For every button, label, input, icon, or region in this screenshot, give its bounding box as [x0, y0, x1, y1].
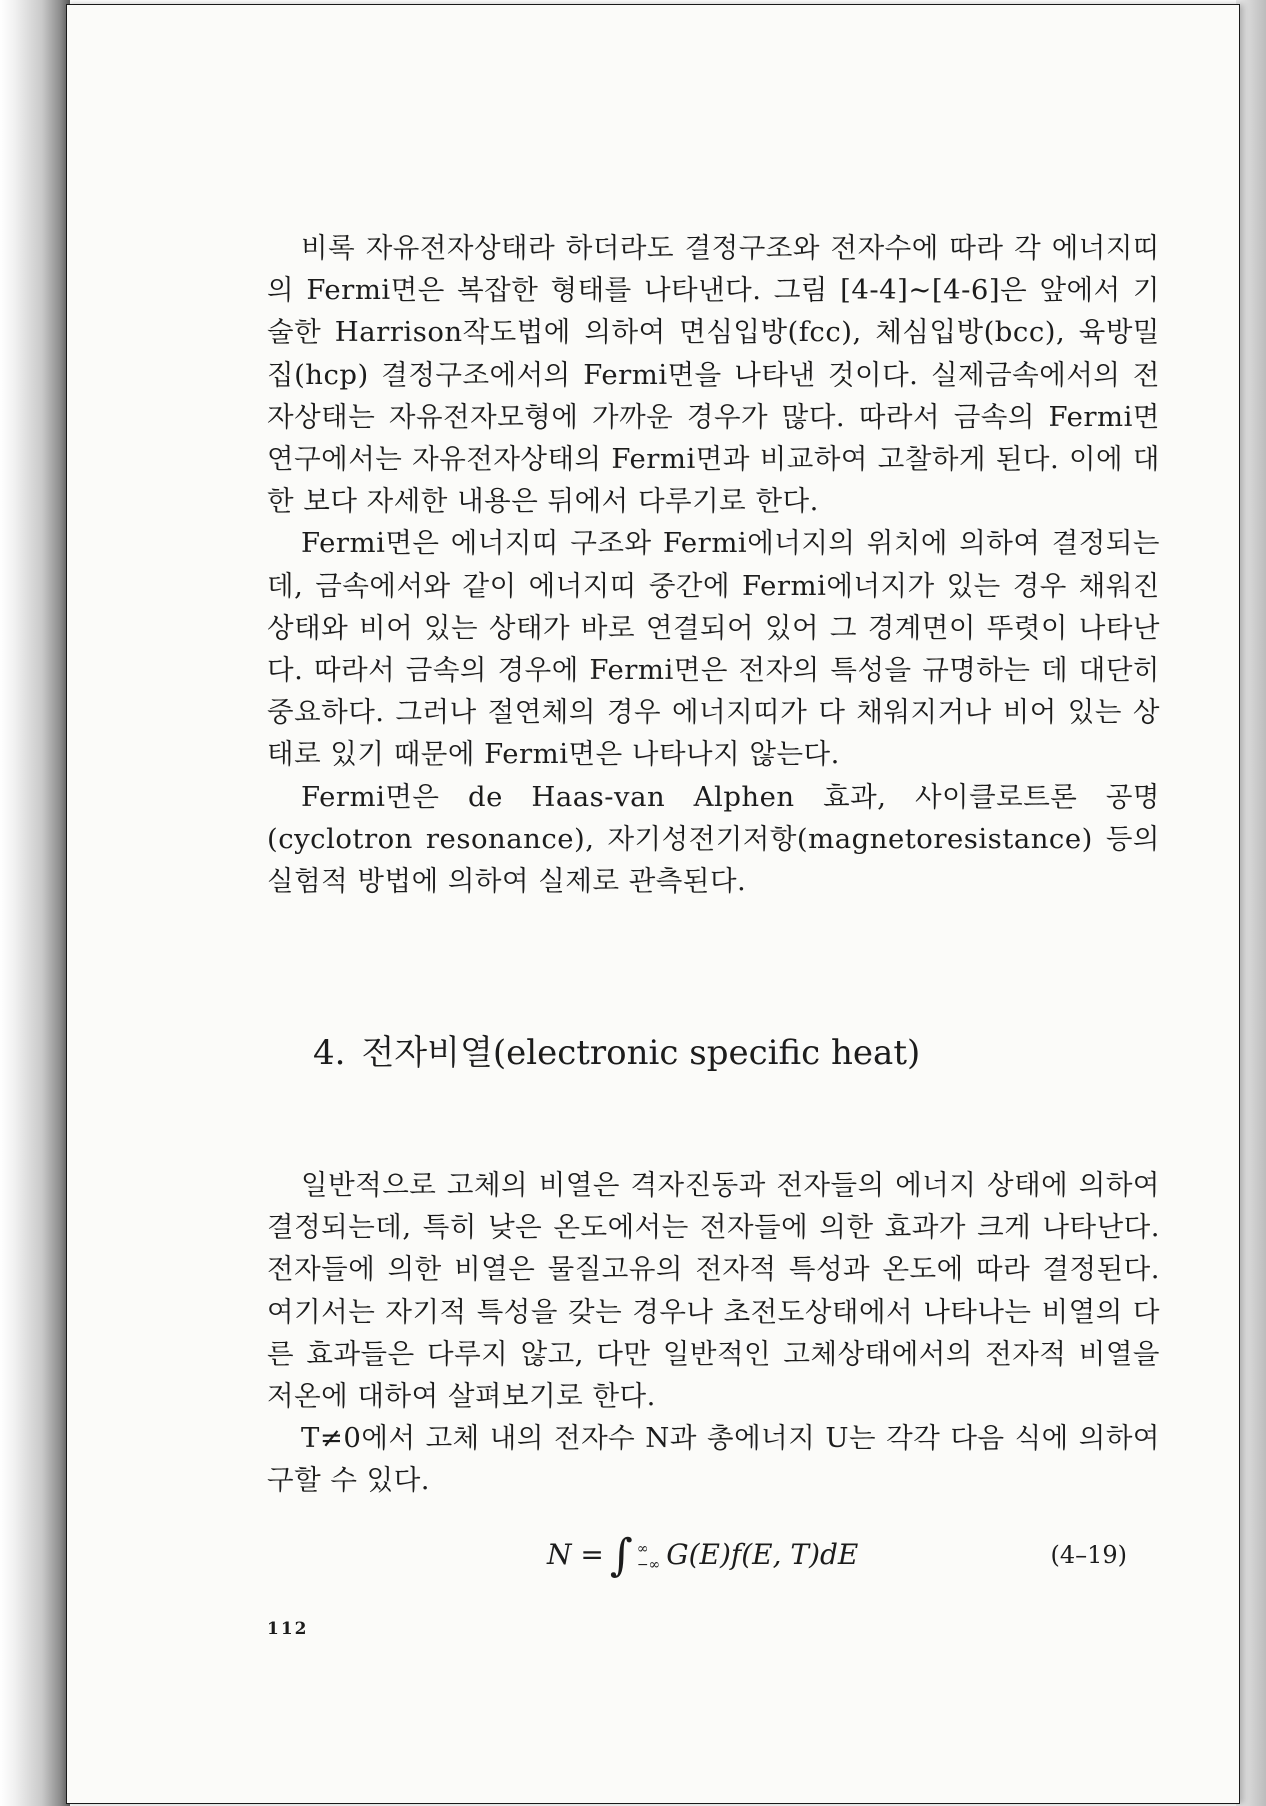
equation-number: (4–19) — [1050, 1541, 1127, 1569]
body-text-before-section — [267, 227, 1160, 902]
equation-formula — [547, 1525, 858, 1586]
section-title: 전자비열(electronic specific heat) — [361, 1033, 921, 1073]
equation-lhs: N = — [547, 1538, 604, 1571]
page-edge-shadow — [1236, 0, 1266, 1806]
paragraph: Fermi면은 de Haas-van Alphen 효과, 사이클로트론 공명(cyclotron resonance), 자기성전기저항(magnetoresistance) 등의 실험적 방법에 의하여 실제로 관측된다. — [267, 780, 1160, 898]
paragraph: 일반적으로 고체의 비열은 격자진동과 전자들의 에너지 상태에 의하여 결정되는데, 특히 낮은 온도에서는 전자들에 의한 효과가 크게 나타난다. 전자들에 의한 비열은 물질고유의 전자적 특성과 온도에 따라 결정된다. 여기서는 자기적 특성을 갖는 경우나 초전도상태에서 나타나는 비열의 다른 효과들은 다루지 않고, 다만 일반적인 고체상태에서의 전자적 비열을 저온에 대하여 살펴보기로 한다. — [267, 1169, 1160, 1413]
book-page — [66, 4, 1240, 1804]
paragraph: 비록 자유전자상태라 하더라도 결정구조와 전자수에 따라 각 에너지띠의 Fermi면은 복잡한 형태를 나타낸다. 그림 [4-4]∼[4-6]은 앞에서 기술한 Harrison작도법에 의하여 면심입방(fcc), 체심입방(bcc), 육방밀집(hcp) 결정구조에서의 Fermi면을 나타낸 것이다. 실제금속에서의 전자상태는 자유전자모형에 가까운 경우가 많다. 따라서 금속의 Fermi면 연구에서는 자유전자상태의 Fermi면과 비교하여 고찰하게 된다. 이에 대한 보다 자세한 내용은 뒤에서 다루기로 한다. — [267, 232, 1160, 518]
integral-upper-limit: ∞ — [636, 1540, 649, 1557]
paragraph: T≠0에서 고체 내의 전자수 N과 총에너지 U는 각각 다음 식에 의하여 구할 수 있다. — [267, 1422, 1160, 1497]
equation-integrand: G(E)f(E, T)dE — [666, 1538, 859, 1571]
paragraph: Fermi면은 에너지띠 구조와 Fermi에너지의 위치에 의하여 결정되는데, 금속에서와 같이 에너지띠 중간에 Fermi에너지가 있는 경우 채워진 상태와 비어 있는 상태가 바로 연결되어 있어 그 경계면이 뚜렷이 나타난다. 따라서 금속의 경우에 Fermi면은 전자의 특성을 규명하는 데 대단히 중요하다. 그러나 절연체의 경우 에너지띠가 다 채워지거나 비어 있는 상태로 있기 때문에 Fermi면은 나타나지 않는다. — [267, 527, 1160, 771]
page-number: 112 — [267, 1619, 309, 1639]
section-number: 4. — [313, 1033, 346, 1073]
equation-4-19 — [547, 1525, 1167, 1585]
section-heading — [313, 1029, 1173, 1077]
integral-symbol: ∫ — [609, 1530, 633, 1581]
integral-limits — [637, 1541, 660, 1573]
integral-lower-limit: −∞ — [636, 1556, 661, 1573]
book-spine-shadow — [0, 0, 70, 1806]
body-text-after-section — [267, 1164, 1160, 1502]
